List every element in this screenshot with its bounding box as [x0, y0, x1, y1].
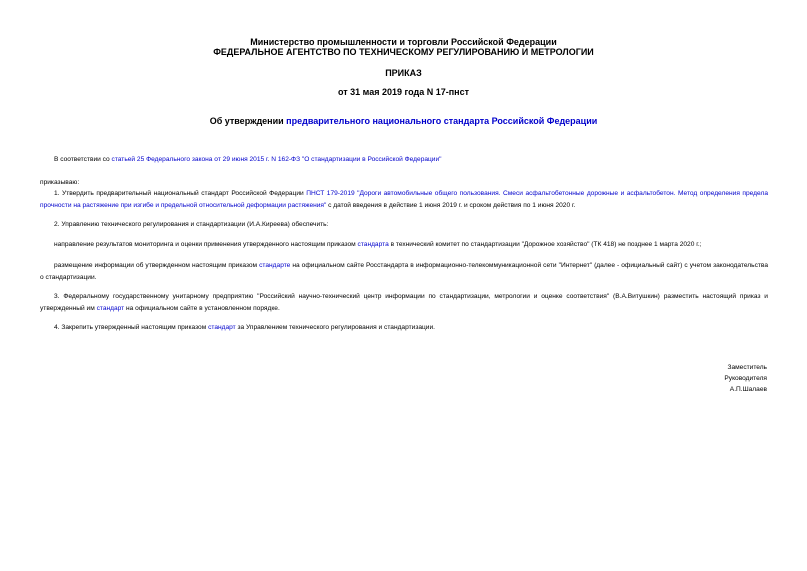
p1-suffix: с датой введения в действие 1 июня 2019 г. и сроком действия по 1 июня 2020 г. [326, 201, 576, 209]
law-link[interactable]: статьей 25 Федерального закона от 29 июня 2015 г. N 162-ФЗ "О стандартизации в Российской Федерации" [111, 156, 442, 163]
p2b-link[interactable]: стандарте [259, 262, 291, 269]
order-word: приказываю: [40, 179, 80, 186]
p2a-prefix: направление результатов мониторинга и оценки применения утвержденного настоящим приказом [54, 241, 358, 248]
paragraph-1 [40, 188, 768, 211]
intro-paragraph [40, 154, 768, 166]
p4-link[interactable]: стандарт [208, 324, 236, 331]
p3-suffix: на официальном сайте в установленном порядке. [124, 304, 280, 312]
p4-prefix: 4. Закрепить утвержденный настоящим приказом [54, 324, 209, 331]
paragraph-2b [40, 260, 768, 283]
doc-title-prefix: Об утверждении [209, 116, 287, 126]
p2a-link[interactable]: стандарта [357, 241, 389, 248]
p3-link[interactable]: стандарт [96, 304, 125, 312]
p2b-suffix: на официальном сайте Росстандарта в информационно-телекоммуникационной сети "Интернет" (далее - официальный сайт) с учетом законодательства о стандартизации. [40, 262, 769, 281]
p2a-suffix: в технический комитет по стандартизации "Дорожное хозяйство" (ТК 418) не позднее 1 марта 2020 г.; [388, 241, 702, 248]
doc-title [0, 116, 807, 127]
signature-name: А.П.Шалаев [729, 386, 767, 393]
signature-title-2: Руководителя [724, 375, 767, 382]
p4-suffix: за Управлением технического регулирования и стандартизации. [235, 324, 435, 331]
doc-type-heading: ПРИКАЗ [385, 68, 422, 78]
doc-title-link[interactable]: предварительного национального стандарта Российской Федерации [286, 116, 598, 126]
paragraph-2a [40, 239, 768, 251]
p3-prefix: 3. Федеральному государственному унитарному предприятию "Российский научно-технический центр информации по стандартизации, метрологии и оценке соответствия" (В.А.Витушкин) разместить настоящий приказ и утвержденный им [40, 293, 768, 312]
p1-prefix: 1. Утвердить предварительный национальный стандарт Российской Федерации [54, 190, 307, 197]
ministry-heading: Министерство промышленности и торговли Российской Федерации [250, 37, 557, 47]
paragraph-4 [40, 322, 768, 334]
signature-title-1: Заместитель [727, 364, 767, 371]
paragraph-3 [40, 291, 768, 314]
intro-prefix: В соответствии со [54, 156, 112, 163]
agency-heading: ФЕДЕРАЛЬНОЕ АГЕНТСТВО ПО ТЕХНИЧЕСКОМУ РЕГУЛИРОВАНИЮ И МЕТРОЛОГИИ [213, 47, 594, 57]
p2b-prefix: размещение информации об утвержденном настоящим приказом [54, 262, 260, 269]
paragraph-2: 2. Управлению технического регулирования и стандартизации (И.А.Киреева) обеспечить: [54, 221, 329, 228]
standard-link[interactable]: ПНСТ 179-2019 "Дороги автомобильные общего пользования. Смеси асфальтобетонные дорожные и асфальтобетон. Метод определения предела прочности на растяжение при изгибе и предельной относительной деформации растяжения" [40, 190, 768, 209]
doc-date-heading: от 31 мая 2019 года N 17-пнст [337, 87, 470, 97]
